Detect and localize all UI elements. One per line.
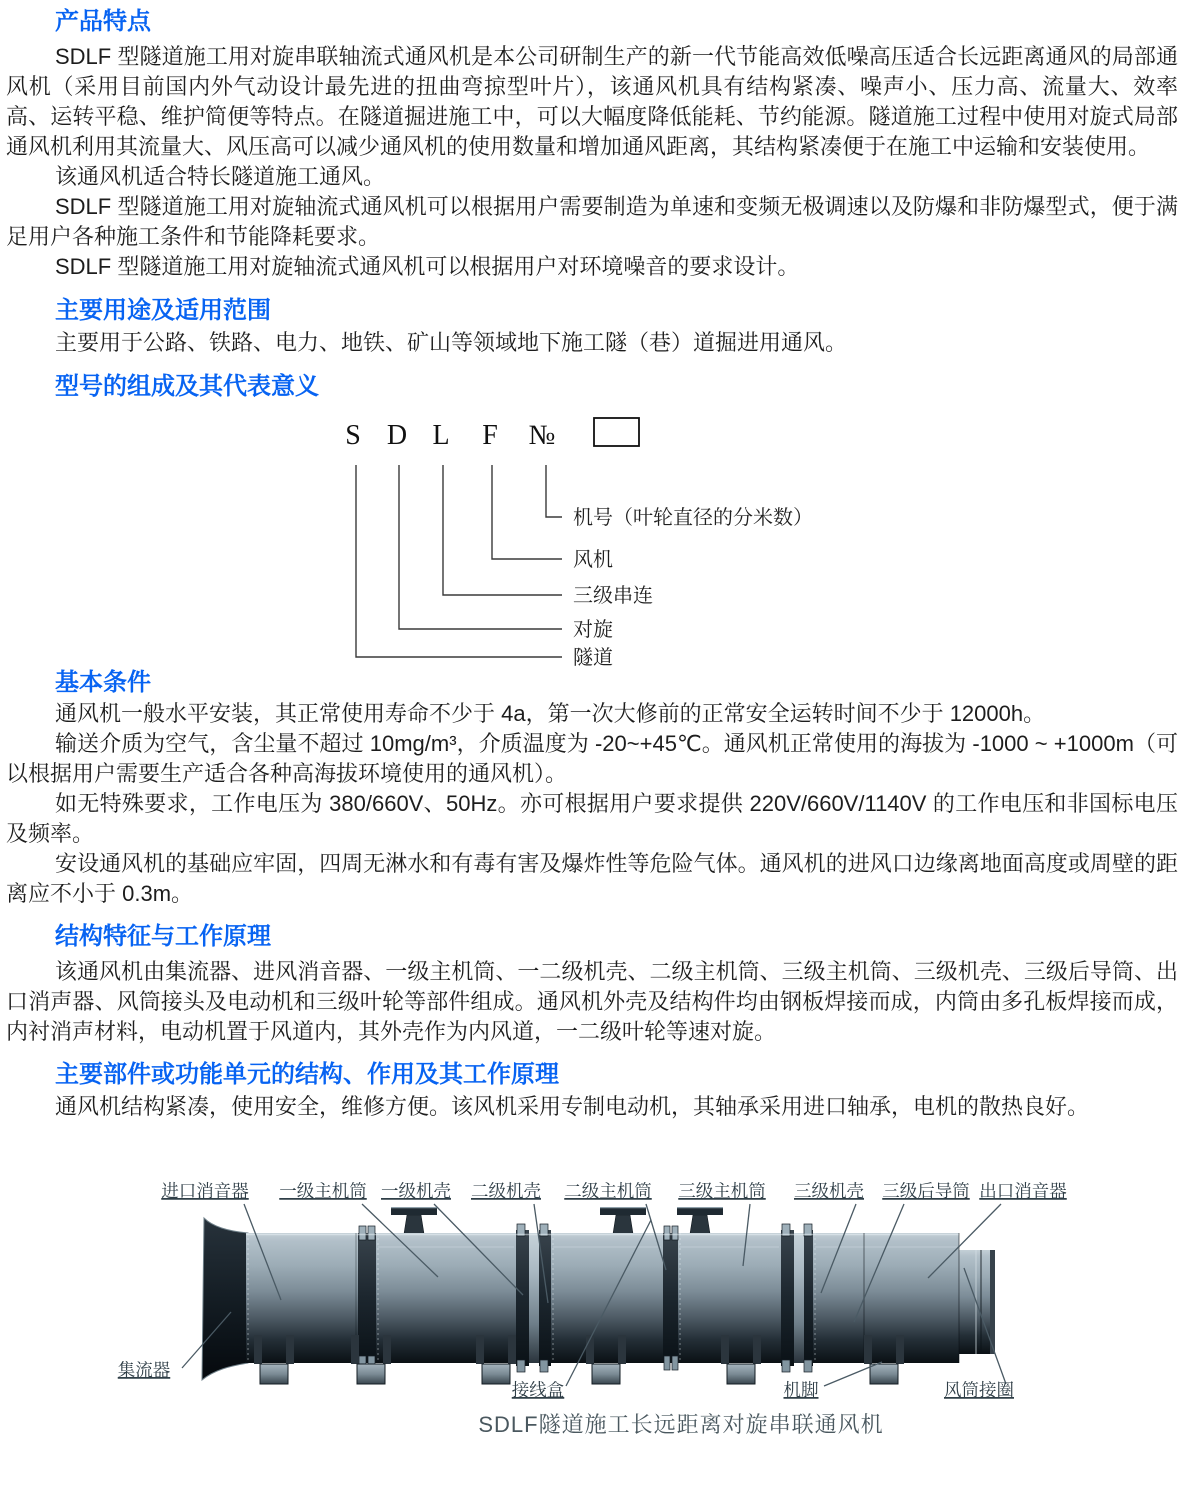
label-machine-foot: 机脚 — [783, 1380, 819, 1400]
lifting-lug-1 — [391, 1207, 437, 1234]
lifting-lug-3 — [677, 1207, 723, 1234]
paragraph-basics-4: 安设通风机的基础应牢固，四周无淋水和有毒有害及爆炸性等危险气体。通风机的进风口边缘离地面高度或周壁的距离应不小于 0.3m。 — [6, 851, 1178, 906]
fan-drawing-caption: SDLF隧道施工长远距离对旋串联通风机 — [478, 1412, 884, 1437]
paragraph-features-4: SDLF 型隧道施工用对旋轴流式通风机可以根据用户对环境噪音的要求设计。 — [55, 254, 800, 279]
paragraph-basics-1: 通风机一般水平安装，其正常使用寿命不少于 4a，第一次大修前的正常安全运转时间不少于 12000h。 — [55, 701, 1046, 726]
section-rear-guide-and-outlet-silencer — [813, 1233, 959, 1363]
heading-usage: 主要用途及适用范围 — [55, 297, 271, 324]
meaning-three-stage-series: 三级串连 — [573, 585, 653, 607]
model-letter-f: F — [482, 420, 498, 451]
label-stage3-main-barrel: 三级主机筒 — [678, 1181, 766, 1201]
leader-s — [356, 465, 562, 657]
paragraph-features-2: 该通风机适合特长隧道施工通风。 — [55, 164, 386, 189]
joint-stage3-casing — [781, 1224, 813, 1372]
meaning-fan: 风机 — [573, 549, 613, 571]
paragraph-features-1: SDLF 型隧道施工用对旋串联轴流式通风机是本公司研制生产的新一代节能高效低噪高压适合长远距离通风的局部通风机（采用目前国内外气动设计最先进的扭曲弯掠型叶片），该通风机具有结构紧凑、噪声小、压力高、流量大、效率高、运转平稳、维护简便等特点。在隧道掘进施工中，可以大幅度降低能耗、节约能源。隧道施工过程中使用对旋式局部通风机利用其流量大、风压高可以减少通风机的使用数量和增加通风距离，其结构紧凑便于在施工中运输和安装使用。 — [6, 44, 1178, 159]
label-outlet-silencer: 出口消音器 — [979, 1181, 1067, 1201]
label-collector: 集流器 — [117, 1360, 171, 1380]
meaning-tunnel: 隧道 — [573, 647, 613, 669]
section-stage3-main-barrel — [678, 1233, 781, 1363]
paragraph-features-3: SDLF 型隧道施工用对旋轴流式通风机可以根据用户需要制造为单速和变频无极调速以及防爆和非防爆型式，便于满足用户各种施工条件和节能降耗要求。 — [6, 194, 1178, 249]
model-letter-d: D — [386, 420, 408, 451]
label-stage2-main-barrel: 二级主机筒 — [564, 1181, 652, 1201]
leader-f — [492, 465, 562, 559]
label-rear-guide-barrel: 三级后导筒 — [882, 1181, 970, 1201]
leader-no — [546, 465, 562, 517]
leader-d — [399, 465, 562, 629]
label-stage1-casing: 一级机壳 — [381, 1181, 451, 1201]
paragraph-usage: 主要用于公路、铁路、电力、地铁、矿山等领域地下施工隧（巷）道掘进用通风。 — [55, 330, 848, 355]
section-stage2-main-barrel — [551, 1233, 663, 1363]
paragraph-parts: 通风机结构紧凑，使用安全，维修方便。该风机采用专制电动机，其轴承采用进口轴承，电机的散热良好。 — [55, 1094, 1090, 1119]
joint-1 — [358, 1226, 376, 1370]
model-designation-diagram — [6, 413, 1200, 669]
model-leader-lines — [356, 465, 562, 657]
bell-mouth-collector — [202, 1218, 248, 1380]
model-letter-l: L — [432, 420, 450, 451]
heading-main-parts: 主要部件或功能单元的结构、作用及其工作原理 — [55, 1061, 559, 1088]
meaning-fan-number: 机号（叶轮直径的分米数） — [573, 507, 813, 529]
meaning-counter-rotating: 对旋 — [573, 619, 613, 641]
model-letter-s: S — [345, 420, 361, 451]
paragraph-structure: 该通风机由集流器、进风消音器、一级主机筒、一二级机壳、二级主机筒、三级主机筒、三级机壳、三级后导筒、出口消声器、风筒接头及电动机和三级叶轮等部件组成。通风机外壳及结构件均由钢板焊接而成，内筒由多孔板焊接而成，内衬消声材料，电动机置于风道内，其外壳作为内风道，一二级叶轮等速对旋。 — [6, 959, 1178, 1044]
label-junction-box: 接线盒 — [511, 1380, 565, 1400]
model-number-box — [594, 418, 639, 446]
model-meaning-labels — [573, 506, 813, 669]
label-stage1-main-barrel: 一级主机筒 — [279, 1181, 367, 1201]
heading-model-meaning: 型号的组成及其代表意义 — [55, 373, 319, 400]
heading-product-features: 产品特点 — [55, 8, 151, 35]
leader-l — [443, 465, 562, 595]
heading-structure-principle: 结构特征与工作原理 — [55, 923, 271, 950]
label-stage3-casing: 三级机壳 — [794, 1181, 864, 1201]
label-stage2-casing: 二级机壳 — [471, 1181, 541, 1201]
fan-top-labels — [161, 1181, 1067, 1201]
lifting-lug-2 — [600, 1207, 646, 1234]
paragraph-basics-2: 输送介质为空气，含尘量不超过 10mg/m³，介质温度为 -20~+45℃。通风机正常使用的海拔为 -1000 ~ +1000m（可以根据用户需要生产适合各种高海拔环境使用的通风机）。 — [6, 731, 1178, 786]
model-letter-no: № — [528, 420, 556, 451]
joint-2 — [663, 1226, 678, 1370]
label-inlet-silencer: 进口消音器 — [161, 1181, 249, 1201]
label-duct-ring: 风筒接圈 — [944, 1380, 1014, 1400]
heading-basic-conditions: 基本条件 — [55, 669, 151, 696]
fan-assembly-drawing — [6, 1160, 1200, 1462]
model-letters — [345, 418, 639, 451]
paragraph-basics-3: 如无特殊要求，工作电压为 380/660V、50Hz。亦可根据用户要求提供 220V/660V/1140V 的工作电压和非国标电压及频率。 — [6, 791, 1178, 846]
section-stage1-main-barrel — [376, 1233, 516, 1363]
joint-stage1-stage2-casing — [516, 1224, 551, 1372]
